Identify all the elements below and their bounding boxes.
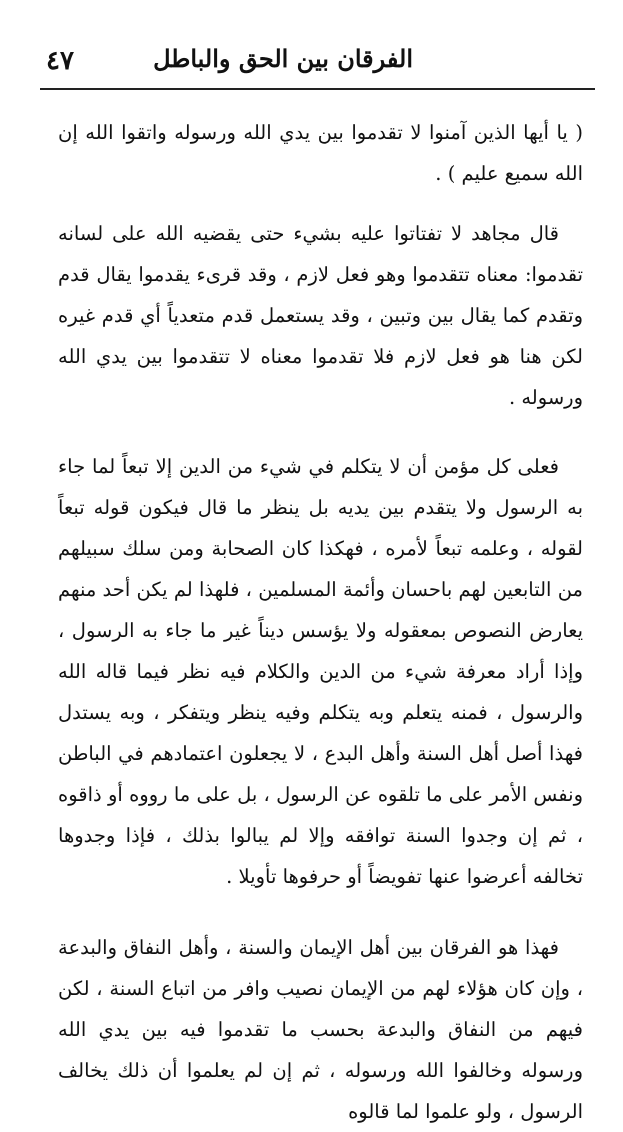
commentary-paragraph: قال مجاهد لا تفتاتوا عليه بشيء حتى يقضيه الله على لسانه تقدموا: معناه تتقدموا وهو فعل لازم ، وقد قرىء يقدموا يقال قدم وتقدم كما يقال بين وتبين ، وقد يستعمل قدم متعدياً أي قدم غيره لكن هنا هو فعل لازم فلا تقدموا معناه لا تتقدموا بين يدي الله ورسوله . [58, 222, 583, 409]
running-title: الفرقان بين الحق والباطل [153, 44, 413, 73]
body-paragraph-continued: فهذا هو الفرقان بين أهل الإيمان والسنة ، وأهل النفاق والبدعة ، وإن كان هؤلاء لهم من الإيمان نصيب وافر من اتباع السنة ، لكن فيهم من النفاق والبدعة بحسب ما تقدموا فيه بين يدي الله ورسوله وخالفوا الله ورسوله ، ثم إن لم يعلموا أن ذلك يخالف الرسول ، ولو علموا لما قالوه [58, 936, 583, 1123]
header-divider [40, 88, 595, 90]
page-number: ٤٧ [46, 46, 74, 76]
quran-verse-paragraph: ( يا أيها الذين آمنوا لا تقدموا بين يدي الله ورسوله واتقوا الله إن الله سميع عليم ) . [58, 121, 583, 185]
page-header [40, 38, 583, 88]
page-body [58, 112, 583, 1132]
body-paragraph: فعلى كل مؤمن أن لا يتكلم في شيء من الدين إلا تبعاً لما جاء به الرسول ولا يتقدم بين يديه بل ينظر ما قال فيكون قوله تبعاً لقوله ، وعلمه تبعاً لأمره ، فهكذا كان الصحابة ومن سلك سبيلهم من التابعين لهم باحسان وأئمة المسلمين ، فلهذا لم يكن أحد منهم يعارض النصوص بمعقوله ولا يؤسس ديناً غير ما جاء به الرسول ، وإذا أراد معرفة شيء من الدين والكلام فيه نظر فيما قاله الله والرسول ، فمنه يتعلم وبه يتكلم وفيه ينظر ويتفكر ، وبه يستدل فهذا أصل أهل السنة وأهل البدع ، لا يجعلون اعتمادهم في الباطن ونفس الأمر على ما تلقوه عن الرسول ، بل على ما رووه أو ذاقوه ، ثم إن وجدوا السنة توافقه وإلا لم يبالوا بذلك ، فإذا وجدوها تخالفه أعرضوا عنها تفويضاً أو حرفوها تأويلا . [58, 455, 583, 888]
